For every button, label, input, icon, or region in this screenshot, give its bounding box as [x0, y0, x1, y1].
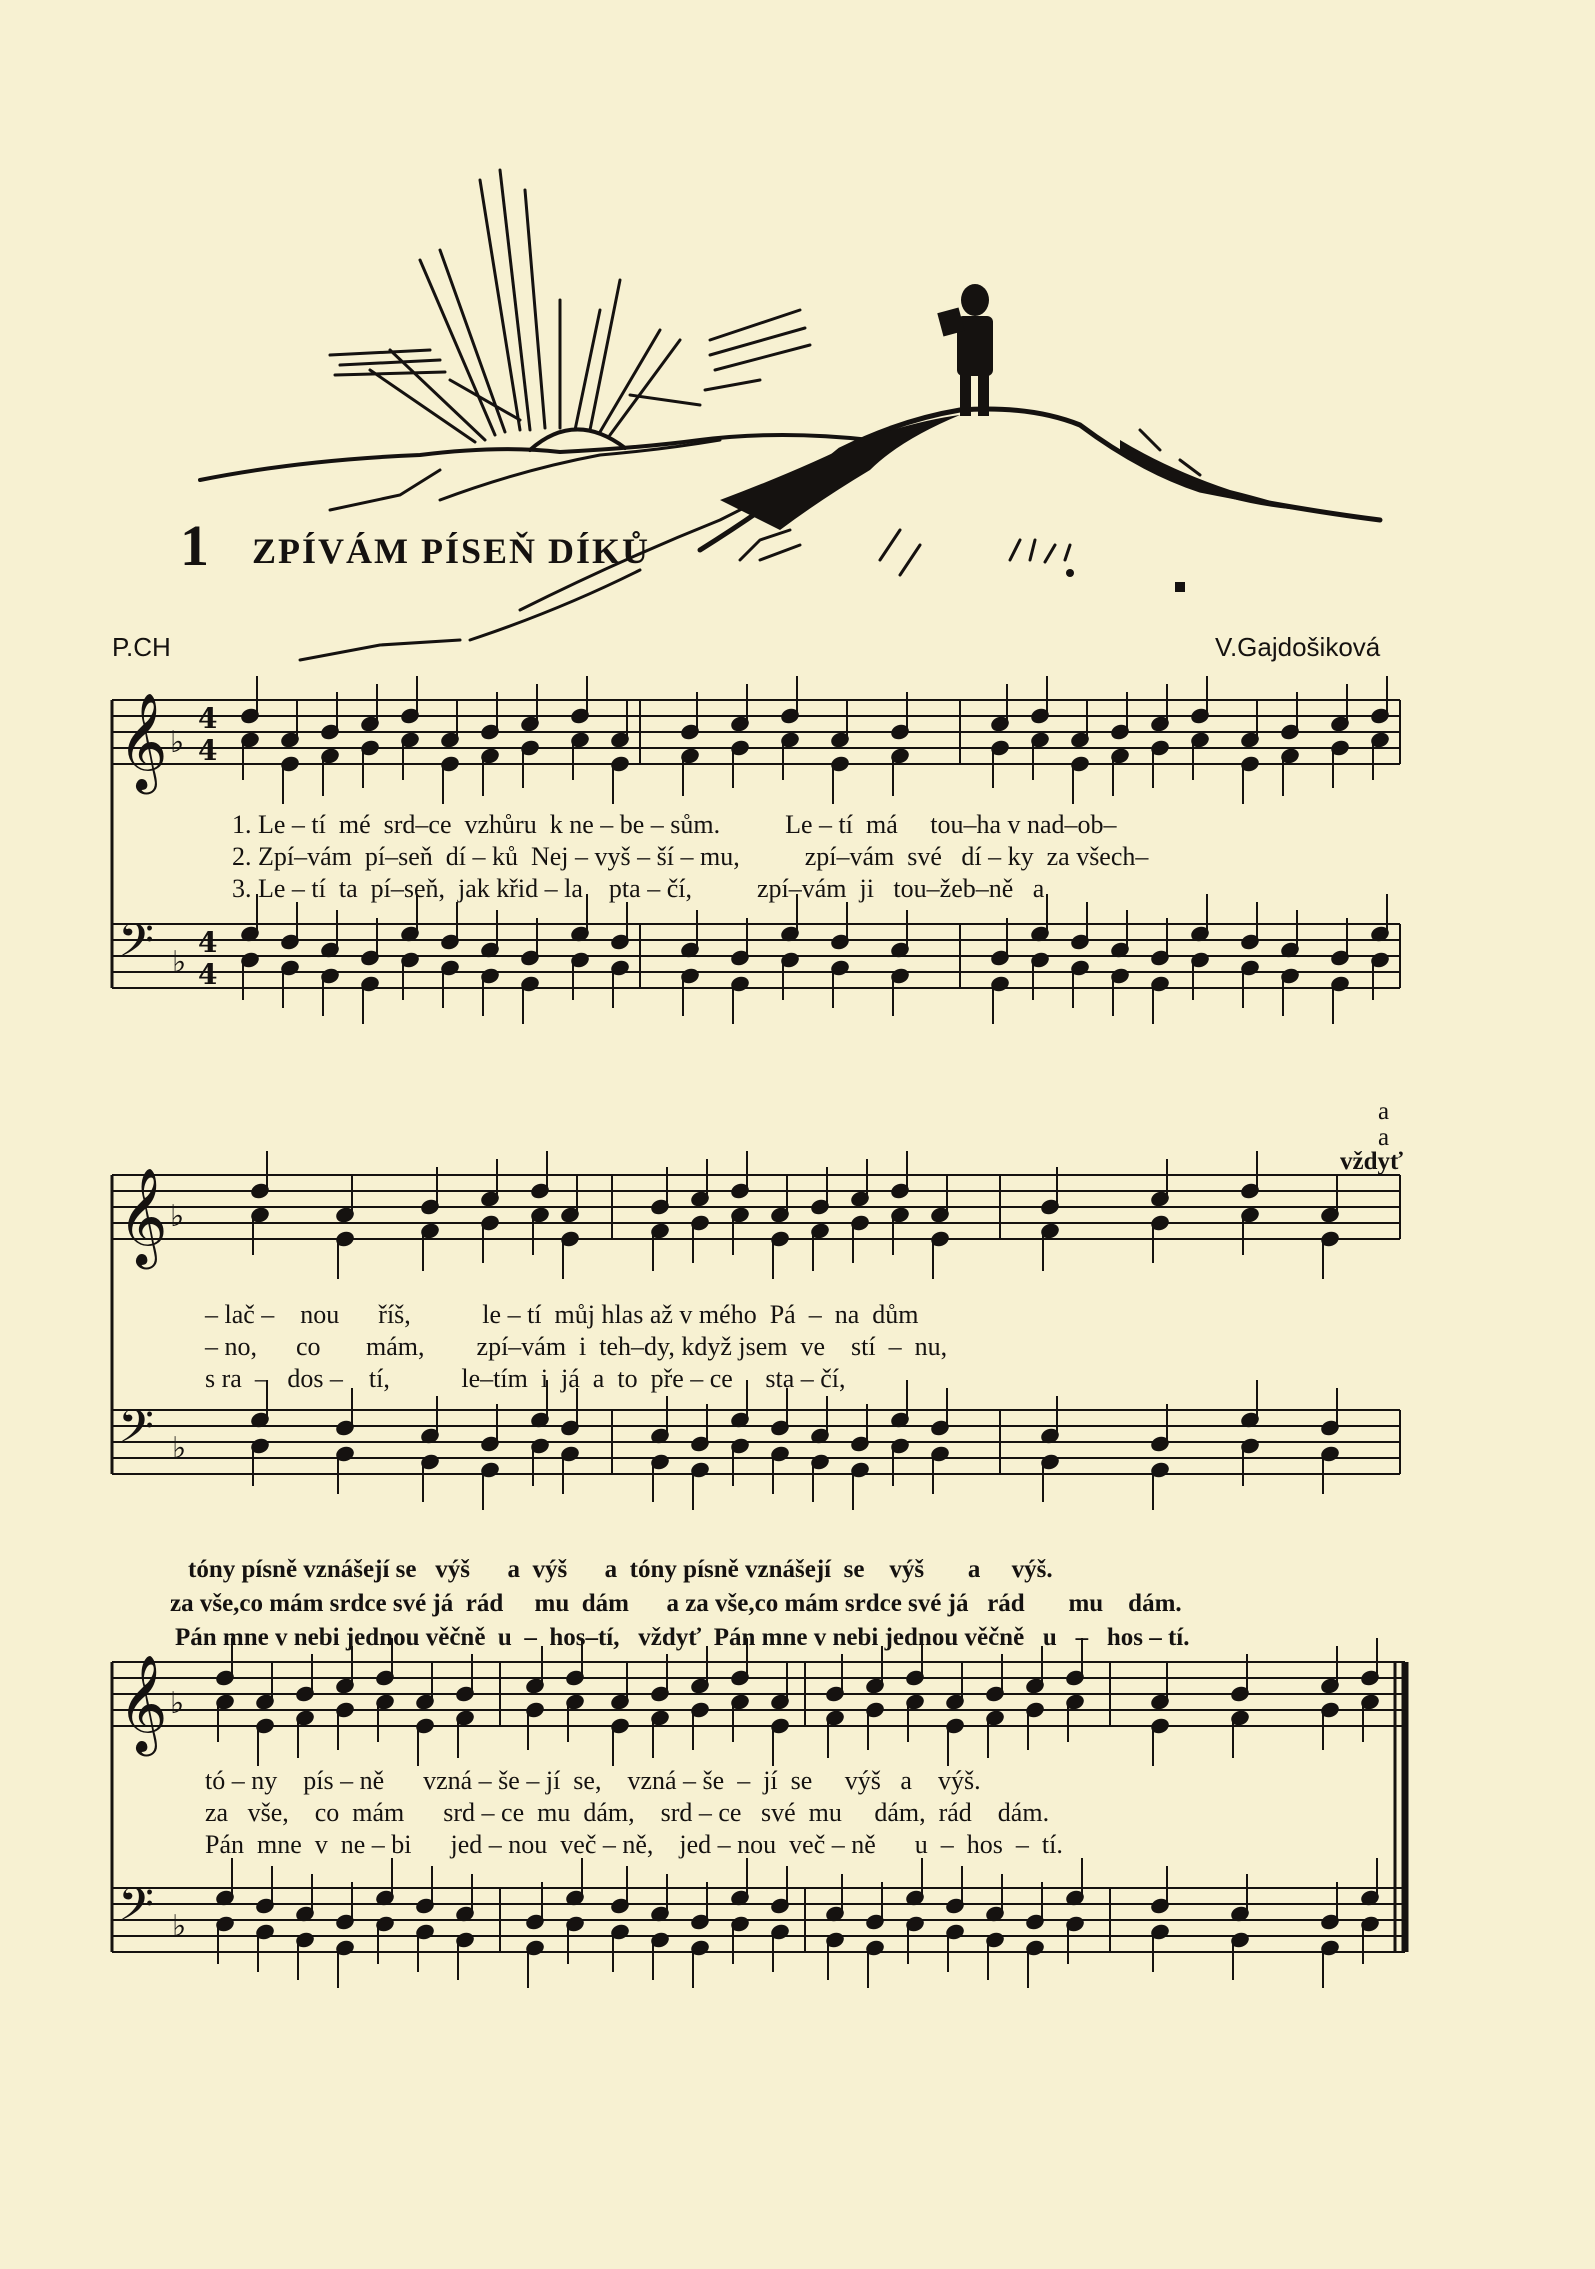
svg-text:♭: ♭ [172, 945, 187, 980]
svg-text:♭: ♭ [170, 1199, 185, 1234]
system3-upper-verse2: za vše,co mám srdce své já rád mu dám a za vše,co mám srdce své já rád mu dám. [170, 1590, 1182, 1617]
svg-text:♭: ♭ [170, 725, 185, 760]
pickup-verse2: a [1378, 1124, 1390, 1151]
song-number: 1 [180, 513, 209, 578]
system3-upper-verse3: Pán mne v nebi jednou věčně u – hos–tí, vždyť Pán mne v nebi jednou věčně u – hos – tí. [175, 1624, 1190, 1651]
bass-clef-icon: 𝄢 [118, 914, 155, 979]
pickup-verse1: a [1378, 1098, 1390, 1125]
system3-verse2: za vše, co mám srd – ce mu dám, srd – ce své mu dám, rád dám. [205, 1798, 1050, 1827]
svg-text:4: 4 [198, 926, 218, 959]
staff-bass-2 [112, 1410, 1400, 1474]
svg-text:𝄢: 𝄢 [118, 1400, 155, 1465]
pickup-verse3: vždyť [1340, 1148, 1404, 1175]
svg-text:♭: ♭ [170, 1686, 185, 1721]
composer-credit: V.Gajdošiková [1215, 632, 1381, 662]
system3-verse1: tó – ny pís – ně vzná – še – jí se, vzná – še – jí se výš a výš. [205, 1766, 981, 1795]
system2-verse3: s ra – dos – tí, le–tím i já a to pře – ce sta – čí, [205, 1364, 846, 1393]
svg-text:4: 4 [198, 734, 218, 767]
svg-text:4: 4 [198, 958, 218, 991]
svg-text:𝄞: 𝄞 [118, 1654, 168, 1752]
system1-verse2: 2. Zpí–vám pí–seň dí – ků Nej – vyš – ší – mu, zpí–vám své dí – ky za všech– [232, 842, 1149, 871]
treble-clef-icon: 𝄞 [118, 692, 168, 790]
svg-text:𝄢: 𝄢 [118, 1878, 155, 1943]
svg-text:♭: ♭ [172, 1909, 187, 1944]
song-title: ZPÍVÁM PÍSEŇ DÍKŮ [252, 531, 651, 571]
system2-verse2: – no, co mám, zpí–vám i teh–dy, když jsem ve stí – nu, [205, 1332, 948, 1361]
system2-verse1: – lač – nou říš, le – tí můj hlas až v mého Pá – na dům [205, 1300, 919, 1329]
system1-verse3: 3. Le – tí ta pí–seň, jak křid – la pta – čí, zpí–vám ji tou–žeb–ně a [232, 874, 1045, 903]
system1-verse1: 1. Le – tí mé srd–ce vzhůru k ne – be – sům. Le – tí má tou–ha v nad–ob– [232, 810, 1117, 839]
svg-text:𝄞: 𝄞 [118, 1167, 168, 1265]
svg-text:♭: ♭ [172, 1431, 187, 1466]
system3-verse3: Pán mne v ne – bi jed – nou več – ně, jed – nou več – ně u – hos – tí. [205, 1830, 1063, 1859]
system3-upper-verse1: tóny písně vznášejí se výš a výš a tóny písně vznášejí se výš a výš. [188, 1556, 1053, 1583]
svg-text:4: 4 [198, 702, 218, 735]
arranger-credit: P.CH [112, 632, 171, 662]
staff-treble-2 [112, 1175, 1400, 1239]
